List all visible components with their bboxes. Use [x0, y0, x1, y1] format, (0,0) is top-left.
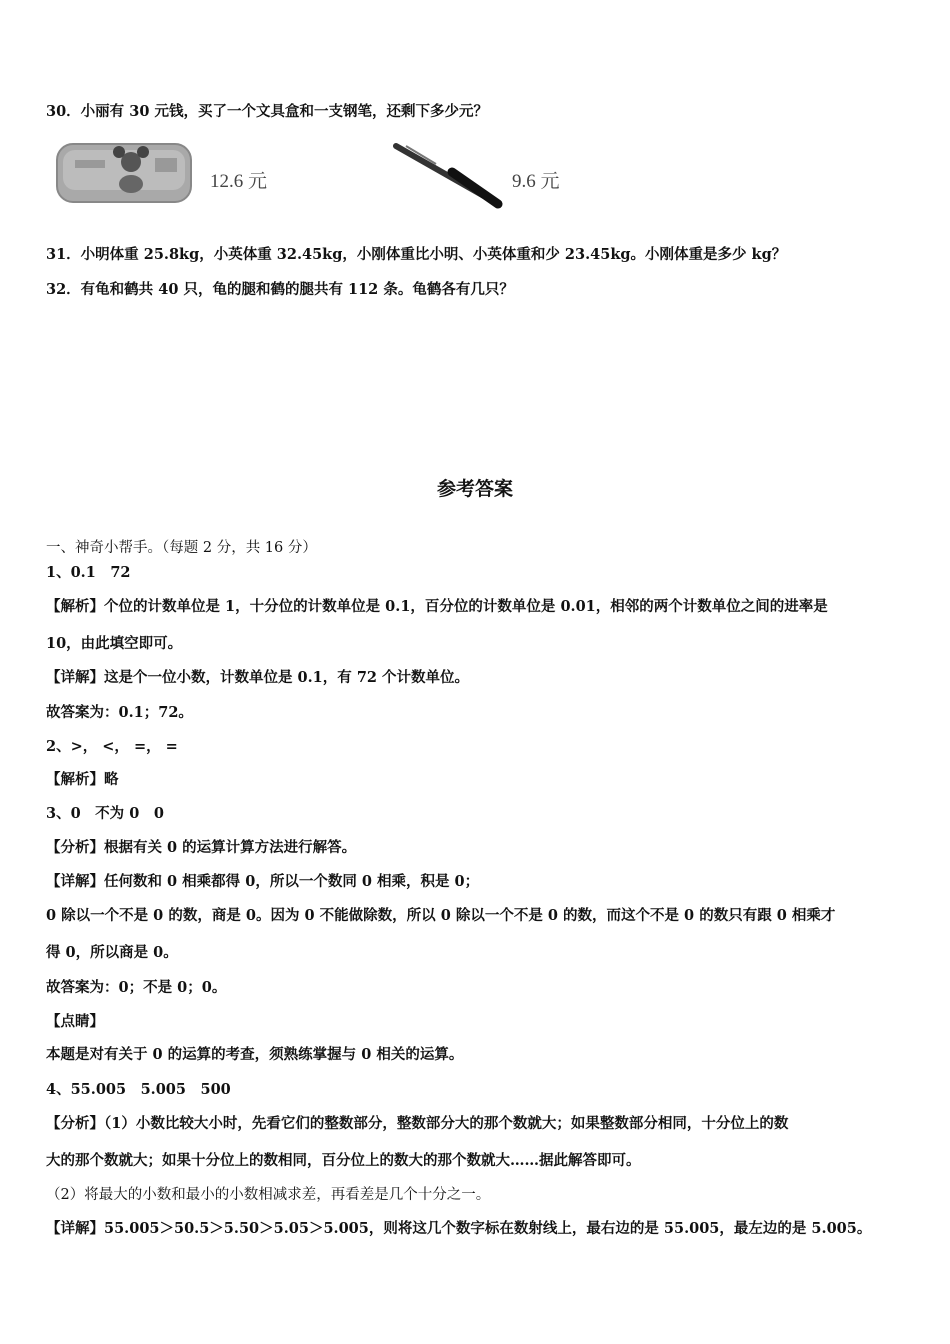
answer-4-analysis-line-2: 大的那个数就大；如果十分位上的数相同，百分位上的数大的那个数就大……据此解答即可。	[46, 1152, 641, 1169]
answer-4: 4、55.005 5.005 500	[46, 1081, 231, 1098]
answer-1-analysis-line-2: 10，由此填空即可。	[46, 635, 183, 652]
answer-4-detail: 【详解】55.005＞50.5＞5.50＞5.05＞5.005，则将这几个数字标在数射线上，最右边的是 55.005，最左边的是 5.005。	[46, 1220, 872, 1237]
pen-price: 9.6 元	[512, 171, 560, 192]
answer-3-final: 故答案为：0；不是 0；0。	[46, 979, 227, 996]
answer-2: 2、>， <， =， =	[46, 738, 178, 755]
answer-3-comment-label: 【点睛】	[46, 1013, 104, 1030]
answer-3-comment: 本题是对有关于 0 的运算的考查，须熟练掌握与 0 相关的运算。	[46, 1046, 464, 1063]
answer-3: 3、0 不为 0 0	[46, 805, 164, 822]
answer-3-detail-line-2: 0 除以一个不是 0 的数，商是 0。因为 0 不能做除数，所以 0 除以一个不是 0 的数，而这个不是 0 的数只有跟 0 相乘才	[46, 907, 836, 924]
pencil-case-image	[55, 140, 195, 206]
answer-1-final: 故答案为：0.1；72。	[46, 704, 193, 721]
pencil-case-price: 12.6 元	[210, 171, 268, 192]
answer-key-title: 参考答案	[436, 478, 513, 500]
answer-3-detail-line-1: 【详解】任何数和 0 相乘都得 0，所以一个数同 0 相乘，积是 0；	[46, 873, 480, 890]
section-1-heading: 一、神奇小帮手。（每题 2 分，共 16 分）	[46, 540, 317, 556]
question-30: 30．小丽有 30 元钱，买了一个文具盒和一支钢笔，还剩下多少元？	[46, 103, 488, 120]
answer-3-analysis: 【分析】根据有关 0 的运算计算方法进行解答。	[46, 839, 357, 856]
answer-1: 1、0.1 72	[46, 564, 131, 581]
question-31: 31．小明体重 25.8kg，小英体重 32.45kg，小刚体重比小明、小英体重和少 23.45kg。小刚体重是多少 kg？	[46, 246, 787, 263]
answer-1-analysis-line-1: 【解析】个位的计数单位是 1，十分位的计数单位是 0.1，百分位的计数单位是 0.01，相邻的两个计数单位之间的进率是	[46, 598, 828, 615]
answer-4-analysis-line-1: 【分析】（1）小数比较大小时，先看它们的整数部分，整数部分大的那个数就大；如果整数部分相同，十分位上的数	[46, 1115, 789, 1132]
answer-3-detail-line-3: 得 0，所以商是 0。	[46, 944, 178, 961]
answer-2-analysis: 【解析】略	[46, 771, 119, 788]
answer-4-analysis-line-3: （2）将最大的小数和最小的小数相减求差，再看差是几个十分之一。	[46, 1187, 491, 1203]
answer-1-detail: 【详解】这是个一位小数，计数单位是 0.1，有 72 个计数单位。	[46, 669, 470, 686]
pen-image	[392, 142, 504, 212]
question-32: 32．有龟和鹤共 40 只，龟的腿和鹤的腿共有 112 条。龟鹤各有几只？	[46, 281, 514, 298]
